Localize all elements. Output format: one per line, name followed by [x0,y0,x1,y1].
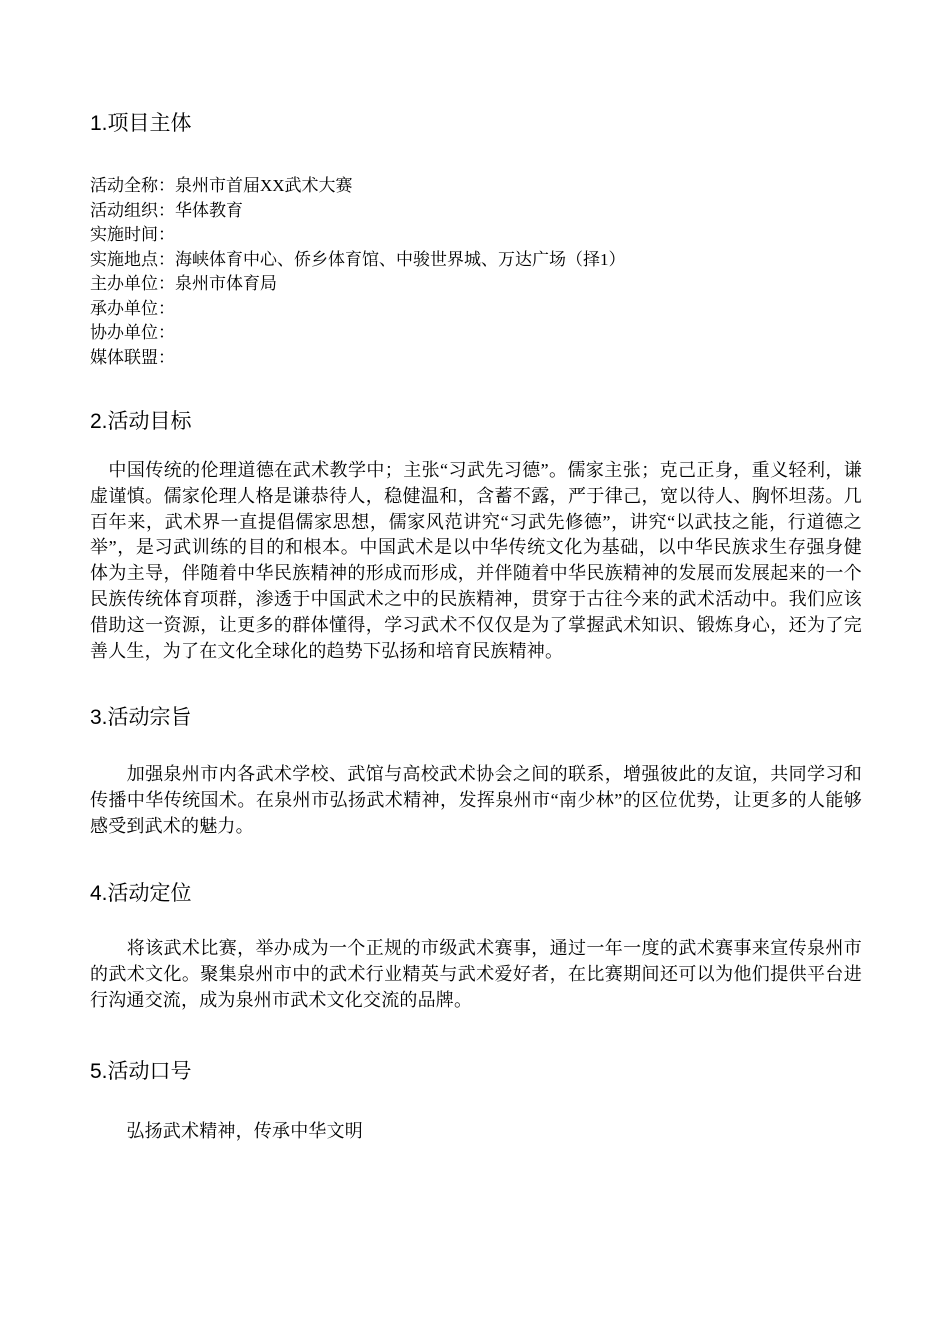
info-item-venue: 实施地点：海峡体育中心、侨乡体育馆、中骏世界城、万达广场（择1） [90,249,626,269]
info-item-time: 实施时间： [90,225,175,244]
info-item-organizer: 活动组织：华体教育 [90,200,243,220]
info-item-undertaker: 承办单位： [90,298,175,318]
section-heading-project-subject: 1.项目主体 [90,112,192,135]
slogan-paragraph: 弘扬武术精神，传承中华文明 [90,1121,363,1141]
info-item-host: 主办单位：泉州市体育局 [90,274,277,293]
section-heading-purpose: 3.活动宗旨 [90,706,192,729]
section-heading-goal: 2.活动目标 [90,410,192,433]
info-item-media-alliance: 媒体联盟： [90,347,175,367]
section-heading-slogan: 5.活动口号 [90,1060,192,1083]
project-info-list [90,174,626,370]
goal-paragraph: 中国传统的伦理道德在武术教学中；主张“习武先习德”。儒家主张；克己正身，重义轻利，谦虚谨慎。儒家伦理人格是谦恭待人，稳健温和，含蓄不露，严于律己，宽以待人、胸怀坦荡。几百年来，武术界一直提倡儒家思想，儒家风范讲究“习武先修德”，讲究“以武技之能，行道德之举”，是习武训练的目的和根本。中国武术是以中华传统文化为基础，以中华民族求生存强身健体为主导，伴随着中华民族精神的形成而形成，并伴随着中华民族精神的发展而发展起来的一个民族传统体育项群，渗透于中国武术之中的民族精神，贯穿于古往今来的武术活动中。我们应该借助这一资源，让更多的群体懂得，学习武术不仅仅是为了掌握武术知识、锻炼身心，还为了完善人生，为了在文化全球化的趋势下弘扬和培育民族精神。 [90,460,862,661]
section-heading-positioning: 4.活动定位 [90,882,192,905]
purpose-paragraph: 加强泉州市内各武术学校、武馆与高校武术协会之间的联系，增强彼此的友谊，共同学习和传播中华传统国术。在泉州市弘扬武术精神，发挥泉州市“南少林”的区位优势，让更多的人能够感受到武术的魅力。 [90,764,862,836]
positioning-paragraph: 将该武术比赛，举办成为一个正规的市级武术赛事，通过一年一度的武术赛事来宣传泉州市的武术文化。聚集泉州市中的武术行业精英与武术爱好者，在比赛期间还可以为他们提供平台进行沟通交流，成为泉州市武术文化交流的品牌。 [90,938,862,1010]
info-item-full-name: 活动全称：泉州市首届XX武术大赛 [90,176,353,195]
info-item-co-organizer: 协办单位： [90,323,175,342]
